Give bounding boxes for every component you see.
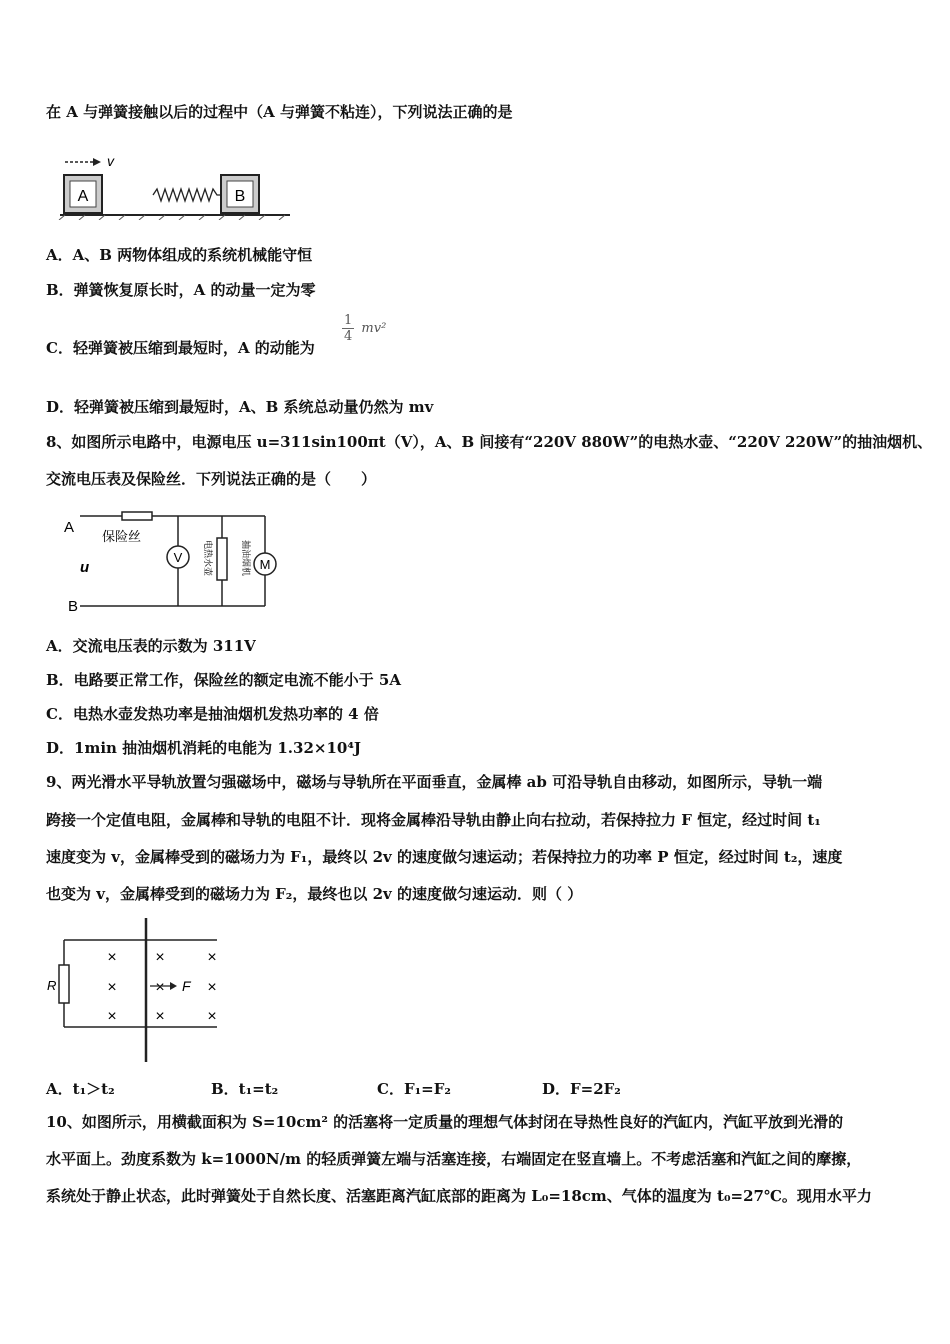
q7-figure	[55, 145, 295, 220]
q10-stem-line1: 10、如图所示，用横截面积为 S=10cm² 的活塞将一定质量的理想气体封闭在导热性良好的汽缸内，汽缸平放到光滑的	[46, 1113, 844, 1131]
field-crosses	[107, 949, 216, 1025]
q10-stem-line2: 水平面上。劲度系数为 k=1000N/m 的轻质弹簧左端与活塞连接，右端固定在竖直墙上。不考虑活塞和汽缸之间的摩擦，	[46, 1150, 862, 1168]
svg-text:×: ×	[155, 979, 165, 996]
q8-circuit	[60, 508, 280, 616]
block-b-label: B	[234, 188, 246, 205]
velocity-label: v	[107, 153, 114, 169]
q9-option-d: D．F=2F₂	[542, 1080, 621, 1098]
q8-option-b: B．电路要正常工作，保险丝的额定电流不能小于 5A	[46, 671, 401, 689]
q7-option-b: B．弹簧恢复原长时，A 的动量一定为零	[46, 281, 316, 299]
kinetic-energy-formula: $\frac{1}{4}$ mv²	[344, 313, 387, 344]
q9-stem-line3: 速度变为 v，金属棒受到的磁场力为 F₁，最终以 2v 的速度做匀速运动；若保持拉力的功率 P 恒定，经过时间 t₂，速度	[46, 848, 843, 866]
q9-option-c: C．F₁=F₂	[377, 1080, 451, 1098]
spring	[153, 189, 221, 201]
svg-text:抽油烟机: 抽油烟机	[241, 540, 251, 577]
q8-option-d: D．1min 抽油烟机消耗的电能为 1.32×10⁴J	[46, 739, 362, 757]
svg-text:F: F	[182, 978, 191, 994]
svg-text:×: ×	[207, 949, 217, 966]
svg-text:A: A	[64, 519, 75, 536]
q10-stem-line3: 系统处于静止状态，此时弹簧处于自然长度、活塞距离汽缸底部的距离为 L₀=18cm、气体的温度为 t₀=27℃。现用水平力	[46, 1187, 872, 1205]
q7-option-c: C．轻弹簧被压缩到最短时，A 的动能为	[46, 339, 315, 357]
q9-option-b: B．t₁=t₂	[211, 1080, 279, 1098]
svg-text:×: ×	[107, 1008, 117, 1025]
q9-stem-line4: 也变为 v，金属棒受到的磁场力为 F₂，最终也以 2v 的速度做匀速运动．则（ ）	[46, 885, 583, 903]
q7-stem: 在 A 与弹簧接触以后的过程中（A 与弹簧不粘连），下列说法正确的是	[46, 103, 513, 121]
svg-text:×: ×	[155, 949, 165, 966]
svg-text:×: ×	[107, 949, 117, 966]
block-a-label: A	[77, 188, 89, 205]
q8-stem-line1: 8、如图所示电路中，电源电压 u=311sin100πt（V），A、B 间接有“220V 880W”的电热水壶、“220V 220W”的抽油烟机、	[46, 433, 933, 451]
q7-option-d: D．轻弹簧被压缩到最短时，A、B 系统总动量仍然为 mv	[46, 398, 434, 416]
fuse	[122, 512, 152, 520]
svg-text:×: ×	[107, 979, 117, 996]
svg-text:电热水壶: 电热水壶	[203, 540, 213, 577]
svg-text:×: ×	[155, 1008, 165, 1025]
svg-text:保险丝: 保险丝	[102, 529, 142, 544]
q9-stem-line1: 9、两光滑水平导轨放置匀强磁场中，磁场与导轨所在平面垂直，金属棒 ab 可沿导轨自由移动，如图所示，导轨一端	[46, 773, 823, 791]
q8-option-c: C．电热水壶发热功率是抽油烟机发热功率的 4 倍	[46, 705, 379, 723]
resistor	[59, 965, 69, 1003]
svg-text:×: ×	[207, 979, 217, 996]
q9-option-a: A．t₁＞t₂	[46, 1080, 115, 1098]
q8-option-a: A．交流电压表的示数为 311V	[46, 637, 256, 655]
q7-option-a: A．A、B 两物体组成的系统机械能守恒	[46, 246, 313, 264]
svg-text:u: u	[80, 559, 90, 576]
q8-stem-line2: 交流电压表及保险丝．下列说法正确的是（ ）	[46, 470, 377, 488]
kettle-resistor	[217, 538, 227, 580]
svg-text:M: M	[259, 557, 271, 572]
q9-stem-line2: 跨接一个定值电阻，金属棒和导轨的电阻不计．现将金属棒沿导轨由静止向右拉动，若保持拉力 F 恒定，经过时间 t₁	[46, 811, 821, 829]
q9-figure	[42, 915, 232, 1065]
svg-text:R: R	[47, 978, 57, 993]
svg-text:×: ×	[207, 1008, 217, 1025]
svg-text:B: B	[68, 598, 79, 615]
svg-text:V: V	[173, 550, 183, 565]
